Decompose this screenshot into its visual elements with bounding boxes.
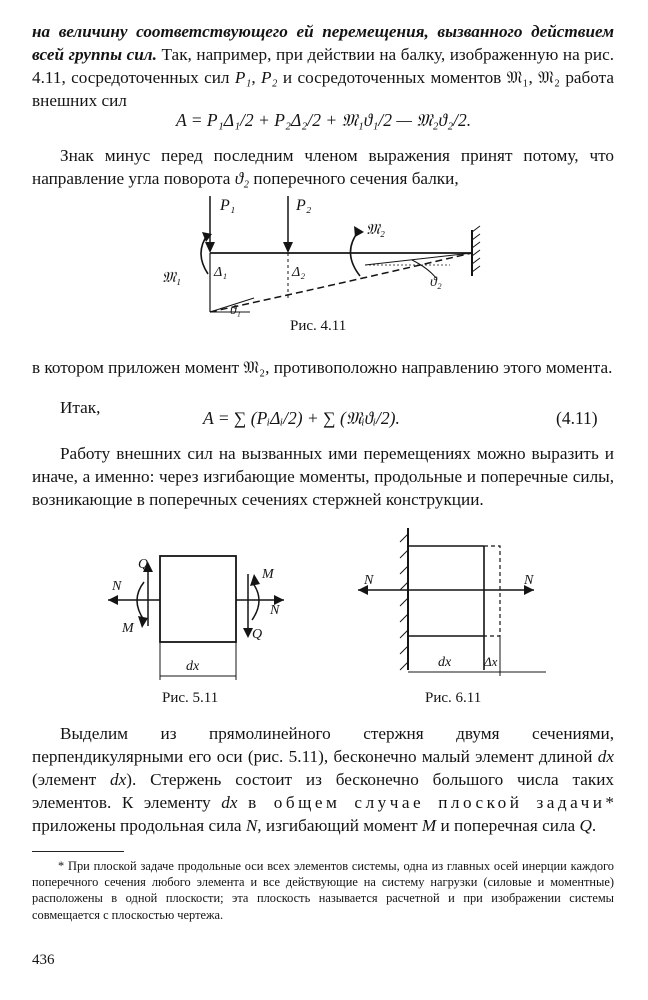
label-q-bottom: Q: [252, 627, 263, 642]
label-m2: 𝔐₂: [366, 222, 386, 238]
text-fragment: и поперечная сила: [436, 816, 580, 835]
label-delta2: Δ₂: [292, 265, 306, 280]
symbol-m2: 𝔐₂: [243, 358, 266, 377]
spaced-emphasis: в общем случае плоской задачи: [248, 793, 606, 812]
symbol-dx: dx: [221, 793, 238, 812]
label-theta2: ϑ₂: [430, 275, 442, 290]
paragraph-moment-direction: [32, 356, 614, 379]
symbol-q: Q: [579, 816, 592, 835]
moment-right-arc: [252, 582, 259, 620]
label-p1: P₁: [220, 197, 236, 214]
formula-work: A = P₁Δ₁/2 + P₂Δ₂/2 + 𝔐₁ϑ₁/2 — 𝔐₂ϑ₂/2.: [176, 110, 472, 130]
arrowhead: [138, 616, 148, 628]
label-m-right: M: [262, 567, 274, 582]
label-n-right: N: [270, 603, 280, 618]
text-fragment: (элемент: [32, 770, 111, 789]
paragraph-intro: [32, 20, 614, 112]
arrowhead: [205, 242, 215, 253]
caption-fig-6-11: Рис. 6.11: [425, 690, 482, 706]
elongated-outline: [484, 546, 500, 636]
wall-hatching: [472, 226, 480, 272]
arrowhead: [283, 242, 293, 253]
text-fragment: * приложены продольная сила: [32, 793, 615, 835]
paragraph-sign-explanation: [32, 144, 614, 190]
paragraph-element-dx: [32, 722, 614, 837]
text-fragment: Выделим из прямолинейного стержня двумя сечениями, перпендикулярными его оси (рис. 5.11), бесконечно малый элемент длиной: [32, 724, 614, 766]
wall-hatching: [400, 534, 408, 670]
text-fragment: Так, например, при действии на балку, изображенную на рис. 4.11, сосредоточенных сил: [32, 45, 614, 87]
label-p2: P₂: [296, 197, 312, 214]
arrowhead: [250, 574, 260, 586]
text-fragment: в котором приложен момент: [32, 358, 244, 377]
label-theta1: ϑ₁: [230, 302, 241, 317]
label-m-left: M: [122, 621, 134, 636]
symbol-m: M: [421, 816, 437, 835]
text-fragment: , изгибающий момент: [257, 816, 422, 835]
footnote-divider: [32, 851, 124, 852]
emphasis-text: на величину соответствующего ей перемещения, вызванного действием всей группы сил.: [32, 22, 614, 64]
symbol-p2: P₂: [261, 68, 278, 87]
paragraph-thus: Итак,: [60, 398, 101, 417]
symbol-m2: 𝔐₂: [538, 68, 560, 87]
equation-number: (4.11): [556, 408, 598, 428]
symbol-m1: 𝔐₁: [506, 68, 529, 87]
text-fragment: работа внешних сил: [32, 68, 615, 110]
symbol-theta2: ϑ₂: [234, 169, 250, 188]
caption-fig-4-11: Рис. 4.11: [290, 318, 347, 334]
label-n-left: N: [112, 579, 122, 594]
text-fragment: поперечного сечения балки,: [249, 169, 459, 188]
moment-m2-arc: [350, 232, 360, 276]
label-dx: dx: [186, 659, 200, 674]
text-fragment: ). Стержень состоит из бесконечно большого числа таких элементов. К элементу: [32, 770, 614, 812]
label-dx: dx: [438, 655, 452, 670]
label-delta-x: Δx: [484, 654, 498, 669]
moment-left-arc: [137, 582, 144, 620]
text-fragment: Знак минус перед последним членом выражения принят потому, что направление угла поворота: [32, 146, 614, 188]
figure-5-11: [100, 548, 300, 688]
figure-6-11: [350, 520, 550, 688]
footnote: * При плоской задаче продольные оси всех элементов системы, одна из главных осей инерции каждого поперечного сечения любого элемента и все действующие на систему нагрузки (силовые и моментные) расположены в одной плоскости; эта плоскость называется расчетной и при изображении системы совмещается с плоскостью чертежа.: [32, 859, 614, 922]
symbol-dx: dx: [110, 770, 127, 789]
caption-fig-5-11: Рис. 5.11: [162, 690, 219, 706]
label-n-left: N: [364, 573, 374, 588]
symbol-n: N: [245, 816, 258, 835]
text-fragment: и сосредоточенных моментов: [277, 68, 507, 87]
page-number: 436: [32, 952, 55, 968]
text-fragment: , противоположно направлению этого момента.: [265, 358, 613, 377]
text-fragment: .: [591, 816, 597, 835]
paragraph-work-alternative: Работу внешних сил на вызванных ими перемещениях можно выразить и иначе, а именно: через изгибающие моменты, продольные и поперечные силы, возникающие в поперечных сечениях стержней конструкции.: [32, 444, 614, 509]
label-m1: 𝔐₁: [162, 270, 182, 286]
symbol-dx: dx: [597, 747, 614, 766]
label-delta1: Δ₁: [214, 265, 228, 280]
formula-4-11: A = ∑ (PᵢΔᵢ/2) + ∑ (𝔐ᵢϑᵢ/2).: [203, 408, 400, 428]
symbol-p1: P₁: [234, 68, 252, 87]
text-fragment: ,: [528, 68, 539, 87]
arrowhead: [354, 226, 364, 237]
text-fragment: [238, 793, 249, 812]
label-n-right: N: [524, 573, 534, 588]
label-q-top: Q: [138, 557, 149, 572]
element-rect: [160, 556, 236, 642]
arrowhead: [108, 595, 118, 605]
text-fragment: ,: [251, 68, 262, 87]
